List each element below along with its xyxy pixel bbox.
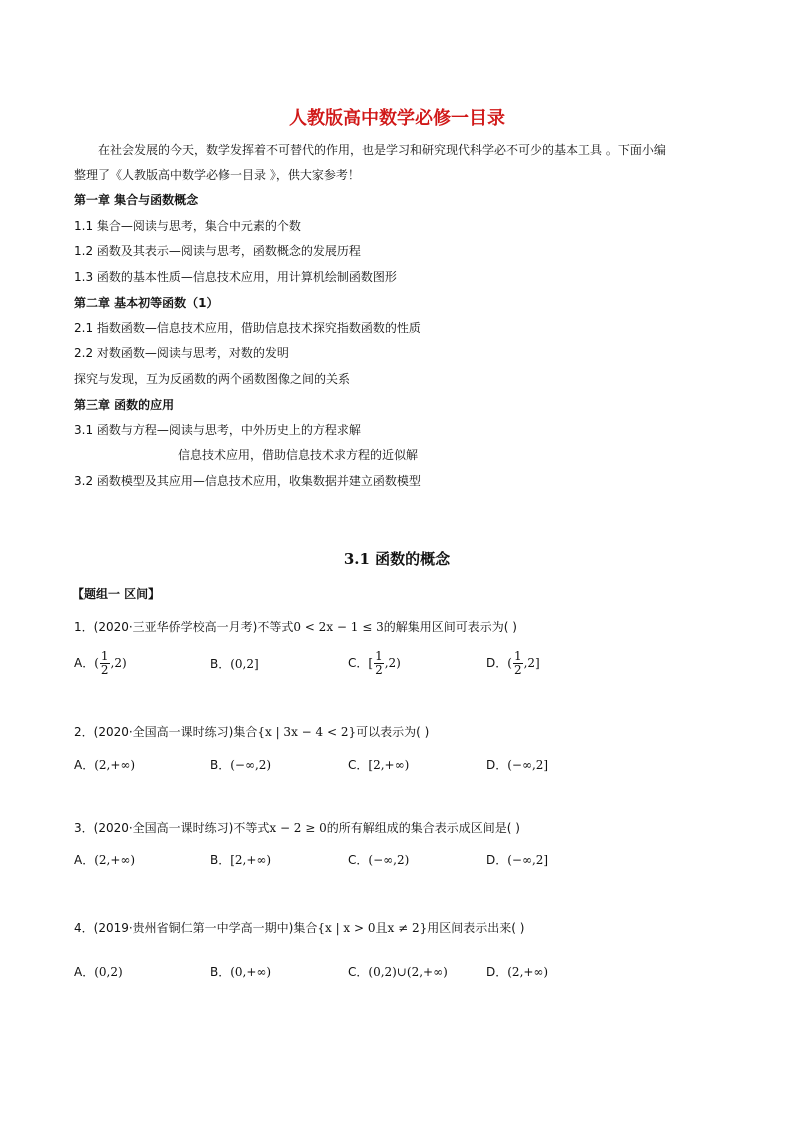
option-d <box>486 756 548 773</box>
question-stem-text: 可以表示为( ) <box>356 725 430 739</box>
question-stem-text: 的解集用区间可表示为( ) <box>383 620 517 634</box>
group-title: 【题组一 区间】 <box>72 587 161 601</box>
option-label: C． <box>348 758 369 772</box>
toc-item: 2.1 指数函数—信息技术应用，借助信息技术探究指数函数的性质 <box>74 321 421 335</box>
option-label: C． <box>348 656 369 670</box>
option-text: (−∞,2) <box>230 758 272 772</box>
option-bracket: [ <box>368 656 374 670</box>
option-label: D． <box>486 965 508 979</box>
option-label: D． <box>486 656 508 670</box>
option-text: (0,+∞) <box>230 965 272 979</box>
option-label: B． <box>210 758 231 772</box>
intro-line-2: 整理了《人教版高中数学必修一目录 》，供大家参考！ <box>74 168 360 182</box>
toc-item: 1.2 函数及其表示—阅读与思考，函数概念的发展历程 <box>74 244 361 258</box>
set-expression: {x | x > 0且x ≠ 2} <box>317 921 428 935</box>
question-stem-text: 的所有解组成的集合表示成区间是( ) <box>326 821 520 835</box>
toc-item: 信息技术应用，借助信息技术求方程的近似解 <box>178 448 419 462</box>
option-b <box>210 655 259 672</box>
option-b <box>210 963 271 980</box>
option-label: C． <box>348 965 369 979</box>
section-title: 3.1 函数的概念 <box>343 550 451 568</box>
option-bracket: ( <box>507 656 512 670</box>
option-b <box>210 851 271 868</box>
option-c <box>348 756 409 773</box>
option-text: (2,+∞) <box>94 758 136 772</box>
option-text: (2,+∞) <box>94 853 136 867</box>
option-text: (0,2) <box>94 965 123 979</box>
inequality-expression: x − 2 ≥ 0 <box>269 821 327 835</box>
option-a <box>74 963 123 980</box>
option-text: (−∞,2] <box>507 758 549 772</box>
option-text: (0,2] <box>230 657 259 671</box>
chapter-1-heading: 第一章 集合与函数概念 <box>74 193 199 207</box>
chapter-3-heading: 第三章 函数的应用 <box>74 398 175 412</box>
option-text: (2,+∞) <box>507 965 549 979</box>
document-title: 人教版高中数学必修一目录 <box>289 108 505 129</box>
fraction-numerator: 1 <box>375 649 383 663</box>
option-rest: ,2] <box>523 656 540 670</box>
option-label: A． <box>74 758 95 772</box>
set-expression: {x | 3x − 4 < 2} <box>257 725 357 739</box>
intro-line-1: 在社会发展的今天，数学发挥着不可替代的作用，也是学习和研究现代科学必不可少的基本工具 。下面小编 <box>98 143 666 157</box>
option-label: A． <box>74 965 95 979</box>
toc-item: 探究与发现，互为反函数的两个函数图像之间的关系 <box>74 372 351 386</box>
chapter-2-heading: 第二章 基本初等函数（1） <box>74 296 219 310</box>
fraction-denominator: 2 <box>375 663 383 677</box>
question-2-stem <box>74 724 429 740</box>
toc-item: 1.1 集合—阅读与思考，集合中元素的个数 <box>74 219 301 233</box>
fraction-denominator: 2 <box>513 663 522 677</box>
question-4-stem <box>74 920 524 936</box>
fraction-denominator: 2 <box>100 663 109 677</box>
option-label: A． <box>74 853 95 867</box>
option-rest: ,2) <box>384 656 401 670</box>
option-d <box>486 851 548 868</box>
question-stem-text: 4．(2019·贵州省铜仁第一中学高一期中)集合 <box>74 921 318 935</box>
option-d <box>486 650 540 677</box>
fraction-numerator: 1 <box>100 649 109 663</box>
option-text: [2,+∞) <box>230 853 272 867</box>
option-c <box>348 650 401 677</box>
toc-item: 3.1 函数与方程—阅读与思考，中外历史上的方程求解 <box>74 423 361 437</box>
option-label: B． <box>210 965 231 979</box>
question-3-stem <box>74 820 520 836</box>
option-text: [2,+∞) <box>368 758 410 772</box>
toc-item: 3.2 函数模型及其应用—信息技术应用，收集数据并建立函数模型 <box>74 474 421 488</box>
option-bracket: ( <box>94 656 99 670</box>
toc-item: 1.3 函数的基本性质—信息技术应用，用计算机绘制函数图形 <box>74 270 397 284</box>
option-text: (−∞,2) <box>368 853 410 867</box>
option-label: C． <box>348 853 369 867</box>
option-a <box>74 756 135 773</box>
option-text: (0,2)∪(2,+∞) <box>368 965 448 979</box>
option-c <box>348 851 409 868</box>
fraction <box>513 650 523 677</box>
option-c <box>348 963 448 980</box>
option-a <box>74 851 135 868</box>
inequality-expression: 0 < 2x − 1 ≤ 3 <box>293 620 384 634</box>
fraction <box>374 650 384 677</box>
toc-item: 2.2 对数函数—阅读与思考，对数的发明 <box>74 346 289 360</box>
option-label: D． <box>486 853 508 867</box>
question-stem-text: 2．(2020·全国高一课时练习)集合 <box>74 725 258 739</box>
fraction <box>100 650 110 677</box>
option-label: B． <box>210 657 231 671</box>
question-stem-text: 1．(2020·三亚华侨学校高一月考)不等式 <box>74 620 294 634</box>
question-stem-text: 用区间表示出来( ) <box>427 921 525 935</box>
option-label: B． <box>210 853 231 867</box>
option-rest: ,2) <box>110 656 127 670</box>
option-label: A． <box>74 656 95 670</box>
option-label: D． <box>486 758 508 772</box>
question-stem-text: 3．(2020·全国高一课时练习)不等式 <box>74 821 270 835</box>
option-text: (−∞,2] <box>507 853 549 867</box>
question-1-stem <box>74 619 517 635</box>
option-d <box>486 963 548 980</box>
option-a <box>74 650 127 677</box>
fraction-numerator: 1 <box>513 649 522 663</box>
option-b <box>210 756 271 773</box>
